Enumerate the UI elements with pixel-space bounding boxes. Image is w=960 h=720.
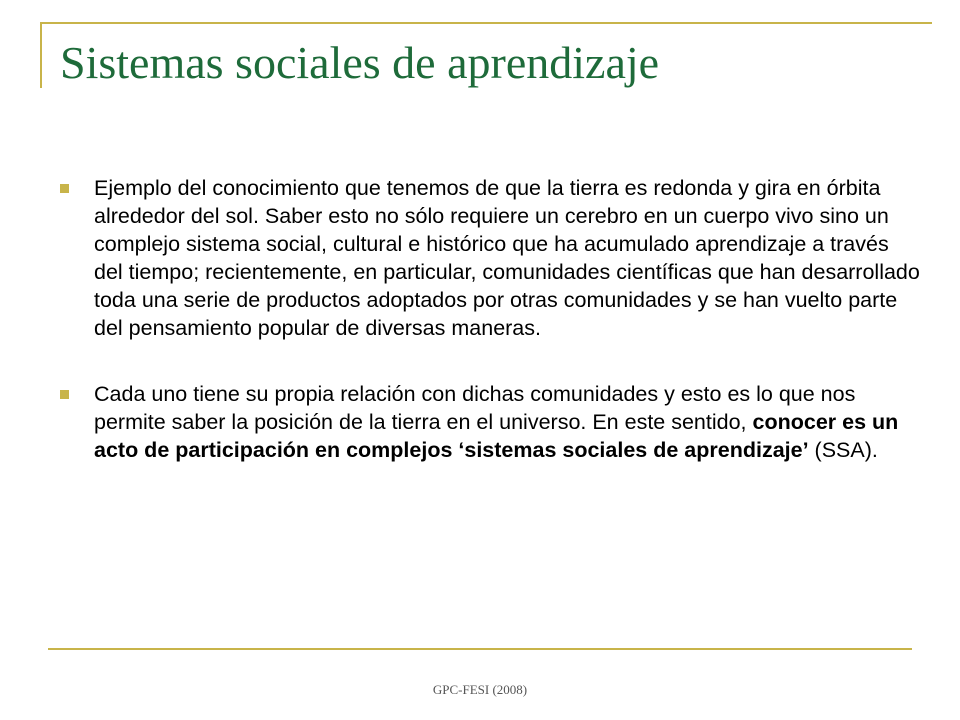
slide-title: Sistemas sociales de aprendizaje	[60, 37, 660, 88]
frame-bottom-rule	[48, 648, 912, 650]
bullet-item-1	[60, 174, 920, 342]
bullet-text-2-after: (SSA).	[808, 438, 878, 462]
square-bullet-icon	[60, 184, 69, 193]
frame-left-rule	[40, 22, 42, 88]
slide-footer: GPC-FESI (2008)	[432, 682, 528, 697]
bullet-list	[60, 174, 920, 464]
bullet-text-2-bold: conocer es un acto de participación en complejos ‘sistemas sociales de aprendizaje’	[94, 410, 899, 462]
bullet-text-1: Ejemplo del conocimiento que tenemos de que la tierra es redonda y gira en órbita alrededor del sol. Saber esto no sólo requiere un cerebro en un cuerpo vivo sino un complejo sistema social, cultural e histórico que ha acumulado aprendizaje a través del tiempo; recientemente, en particular, comunidades científicas que han desarrollado toda una serie de productos adoptados por otras comunidades y se han vuelto parte del pensamiento popular de diversas maneras.	[94, 176, 920, 340]
frame-top-rule	[40, 22, 932, 24]
square-bullet-icon	[60, 390, 69, 399]
bullet-text-2-before: Cada uno tiene su propia relación con dichas comunidades y esto es lo que nos permite saber la posición de la tierra en el universo. En este sentido,	[94, 382, 856, 434]
bullet-item-2	[60, 380, 920, 464]
